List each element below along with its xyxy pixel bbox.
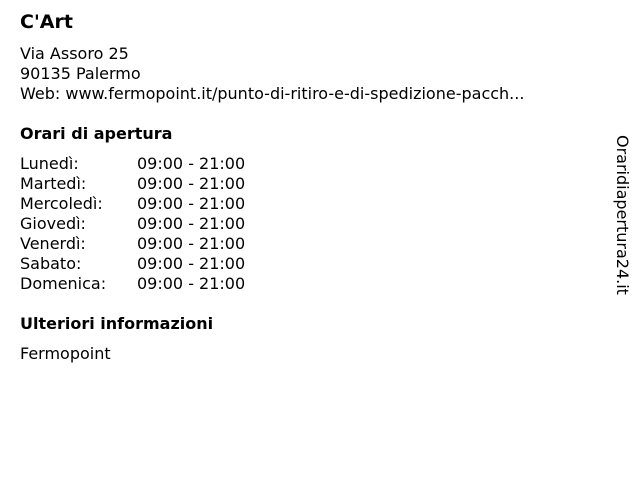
- hours-day: Domenica:: [20, 274, 107, 293]
- hours-time: 09:00 - 21:00: [137, 174, 246, 193]
- hours-day: Venerdì:: [20, 234, 86, 253]
- brand-watermark-text: Oraridiapertura24.it: [613, 135, 632, 295]
- hours-row-saturday: [20, 254, 267, 274]
- address-block: [20, 44, 524, 104]
- hours-day: Sabato:: [20, 254, 82, 273]
- hours-time: 09:00 - 21:00: [137, 194, 246, 213]
- store-name: C'Art: [20, 11, 73, 33]
- hours-day: Giovedì:: [20, 214, 86, 233]
- hours-time: 09:00 - 21:00: [137, 214, 246, 233]
- hours-table: [20, 154, 267, 294]
- hours-row-wednesday: [20, 194, 267, 214]
- hours-day: Lunedì:: [20, 154, 79, 173]
- hours-time: 09:00 - 21:00: [137, 234, 246, 253]
- hours-day: Mercoledì:: [20, 194, 103, 213]
- address-city: 90135 Palermo: [20, 64, 141, 83]
- hours-row-sunday: [20, 274, 267, 294]
- hours-day: Martedì:: [20, 174, 87, 193]
- hours-row-friday: [20, 234, 267, 254]
- info-heading: Ulteriori informazioni: [20, 314, 214, 333]
- address-street: Via Assoro 25: [20, 44, 129, 63]
- brand-watermark: [612, 135, 632, 307]
- hours-heading: Orari di apertura: [20, 124, 173, 143]
- hours-time: 09:00 - 21:00: [137, 274, 246, 293]
- hours-row-tuesday: [20, 174, 267, 194]
- hours-row-monday: [20, 154, 267, 174]
- hours-row-thursday: [20, 214, 267, 234]
- web-link[interactable]: Web: www.fermopoint.it/punto-di-ritiro-e-di-spedizione-pacch...: [20, 84, 525, 103]
- info-text: Fermopoint: [20, 344, 111, 363]
- hours-time: 09:00 - 21:00: [137, 254, 246, 273]
- hours-time: 09:00 - 21:00: [137, 154, 246, 173]
